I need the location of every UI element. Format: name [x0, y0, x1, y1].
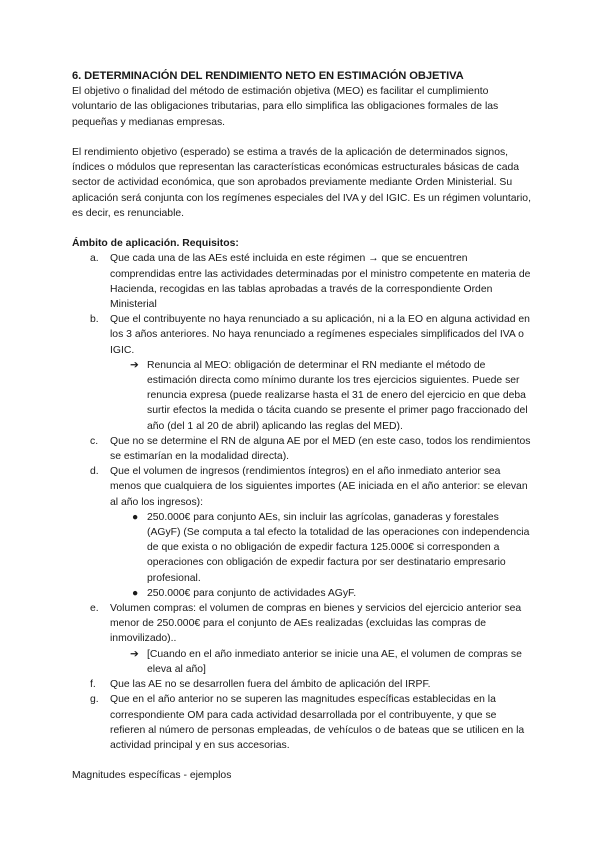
arrow-icon: ➔	[130, 648, 139, 660]
list-marker: f.	[90, 679, 96, 691]
sub-list-item	[110, 358, 532, 434]
list-item	[72, 677, 532, 692]
list-item	[72, 601, 532, 677]
objective-yield-paragraph: El rendimiento objetivo (esperado) se estima a través de la aplicación de determinados signos, índices o módulos que representan las características económicas estructurales básicas de cada sector de actividad económica, que son aprobados previamente mediante Orden Ministerial. Su aplicación será conjunta con los regímenes especiales del IVA y del IGIC. Es un régimen voluntario, es decir, es renunciable.	[72, 147, 531, 219]
list-item	[72, 312, 532, 434]
list-marker: d.	[90, 466, 99, 478]
list-marker: a.	[90, 253, 99, 265]
list-marker: g.	[90, 694, 99, 706]
list-item-text: Que no se determine el RN de alguna AE por el MED (en este caso, todos los rendimientos se estimarían en la modalidad directa).	[110, 435, 531, 463]
sub-list-item-text: [Cuando en el año inmediato anterior se inicie una AE, el volumen de compras se eleva al año]	[147, 648, 522, 675]
scope-title: Ámbito de aplicación. Requisitos:	[72, 238, 239, 250]
sub-list-item-text: 250.000€ para conjunto AEs, sin incluir las agrícolas, ganaderas y forestales (AGyF) (Se computa a tal efecto la totalidad de las operaciones con independencia de que exista o no obligación de expedir factura 125.000€ si corresponden a operaciones con obligación de expedir factura por ser destinatario empresario profesional.	[147, 511, 530, 584]
sub-list-item	[110, 510, 532, 586]
list-item	[72, 434, 532, 464]
list-marker: b.	[90, 314, 99, 326]
list-item	[72, 251, 532, 312]
list-item-text: Que cada una de las AEs esté incluida en este régimen → que se encuentren comprendidas entre las actividades determinadas por el ministro competente en materia de Hacienda, recogidas en las tablas aprobadas a través de la correspondiente Orden Ministerial	[110, 253, 531, 311]
list-marker: c.	[90, 435, 99, 447]
list-item-text: Que el volumen de ingresos (rendimientos íntegros) en el año inmediato anterior sea menos que cualquiera de los siguientes importes (AE iniciada en el año anterior: se elevan al año los ingresos):	[110, 466, 528, 508]
list-item-text: Que las AE no se desarrollen fuera del ámbito de aplicación del IRPF.	[110, 679, 431, 691]
examples-caption: Magnitudes específicas - ejemplos	[72, 770, 232, 782]
sub-list-item	[110, 647, 532, 677]
sub-list-item	[110, 586, 532, 601]
requirements-list	[72, 251, 532, 753]
list-marker: e.	[90, 603, 99, 615]
bullet-icon: ●	[132, 511, 139, 523]
sub-list-item-text: 250.000€ para conjunto de actividades AGyF.	[147, 587, 357, 599]
sub-list	[110, 647, 532, 677]
list-item	[72, 464, 532, 601]
section-heading: 6. DETERMINACIÓN DEL RENDIMIENTO NETO EN ESTIMACIÓN OBJETIVA	[72, 70, 464, 82]
list-item-text: Que el contribuyente no haya renunciado a su aplicación, ni a la EO en alguna actividad en los 3 años anteriores. No haya renunciado a regímenes especiales simplificados del IVA o IGIC.	[110, 314, 530, 356]
document-page	[72, 69, 532, 784]
sub-list-item-text: Renuncia al MEO: obligación de determinar el RN mediante el método de estimación directa como mínimo durante los tres ejercicios siguientes. Puede ser renuncia expresa (puede realizarse hasta el 31 de enero del ejercicio en que deba surtir efectos la medida o tácita cuando se presente el primer pago fraccionado del año (del 1 al 20 de abril) aplicando las reglas del MED).	[147, 359, 528, 432]
sub-list	[110, 510, 532, 601]
list-item	[72, 692, 532, 753]
arrow-icon: ➔	[130, 359, 139, 371]
bullet-icon: ●	[132, 587, 139, 599]
list-item-text: Volumen compras: el volumen de compras en bienes y servicios del ejercicio anterior sea menor de 250.000€ para el conjunto de AEs realizadas (excluidas las compras de inmovilizado)..	[110, 603, 522, 645]
list-item-text: Que en el año anterior no se superen las magnitudes específicas establecidas en la correspondiente OM para cada actividad desarrollada por el contribuyente, y que se refieren al número de personas empleadas, de vehículos o de bateas que se utilicen en la actividad principal y en sus accesorias.	[110, 694, 525, 751]
intro-paragraph: El objetivo o finalidad del método de estimación objetiva (MEO) es facilitar el cumplimiento voluntario de las obligaciones tributarias, para ello simplifica las obligaciones formales de las pequeñas y medianas empresas.	[72, 86, 499, 128]
sub-list	[110, 358, 532, 434]
